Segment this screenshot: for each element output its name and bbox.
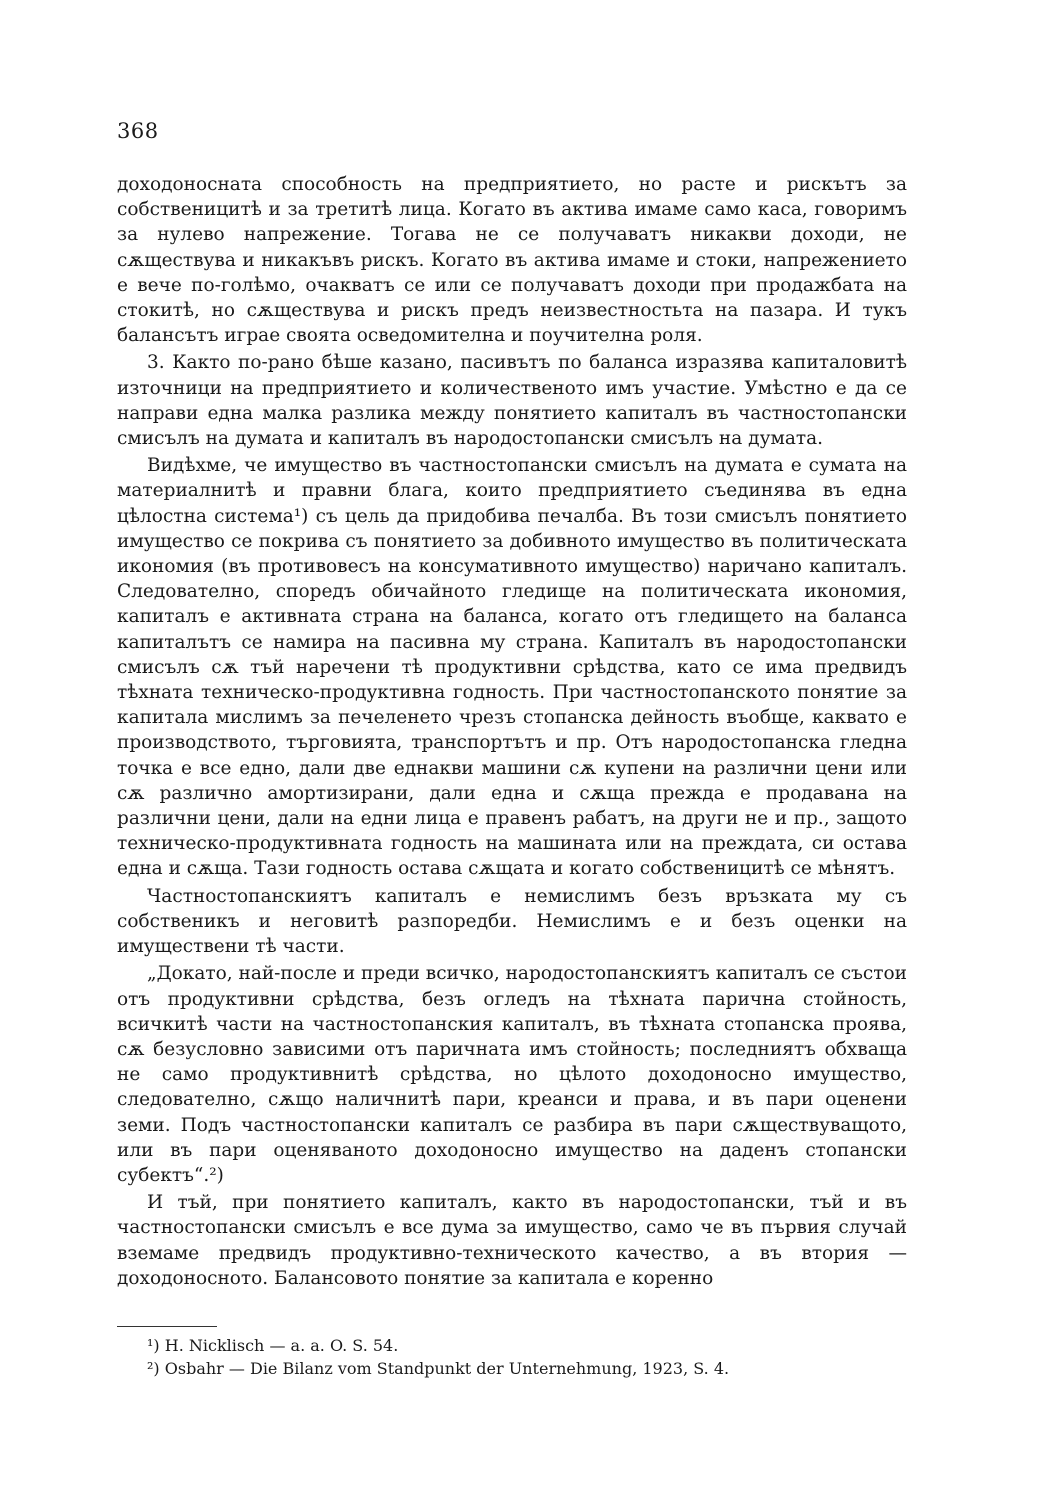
quote-paragraph: „Докато, най-после и преди всичко, народостопанскиятъ капиталъ се състои отъ продуктивни срѣдства, безъ огледъ на тѣхната парична стойность, всичкитѣ части на частностопанския капиталъ, въ тѣхната стопанска проява, сѫ безусловно зависими отъ паричната имъ стойность; последниятъ обхваща не само продуктивнитѣ срѣдства, но цѣлото доходоносно имущество, следователно, сѫщо наличнитѣ пари, креанси и права, и въ пари оценени земи. Подъ частностопански капиталъ се разбира въ пари сѫществуващото, или въ пари оценяваното доходоносно имущество на даденъ стопански субектъ“.²) [117,963,907,1186]
footnote-divider [117,1326,217,1327]
footnote-2-mark: ²) [147,1359,160,1378]
main-text [117,172,907,1291]
footnote-2 [147,1357,887,1380]
footnote-1 [147,1334,887,1357]
page-number: 368 [117,119,159,143]
footnote-1-mark: ¹) [147,1336,160,1355]
paragraph-1: доходоносната способность на предприятието, но расте и рискътъ за собственицитѣ и за третитѣ лица. Когато въ актива имаме само каса, говоримъ за нулево напрежение. Тогава не се получаватъ никакви доходи, не сѫществува и никакъвъ рискъ. Когато въ актива имаме и стоки, напрежението е вече по-голѣмо, очакватъ се или се получаватъ доходи при продажбата на стокитѣ, но сѫществува и рискъ предъ неизвестностьта на пазара. И тукъ балансътъ играе своята осведомителна и поучителна роля. [117,174,907,347]
paragraph-4: Частностопанскиятъ капиталъ е немислимъ безъ връзката му съ собственикъ и неговитѣ разпоредби. Немислимъ е и безъ оценки на имуществени тѣ части. [117,885,907,958]
footnotes [147,1334,887,1380]
footnote-2-text: Osbahr — Die Bilanz vom Standpunkt der Unternehmung, 1923, S. 4. [164,1359,730,1378]
paragraph-2: 3. Както по-рано бѣше казано, пасивътъ по баланса изразява капиталовитѣ източници на предприятието и количественото имъ участие. Умѣстно е да се направи една малка разлика между понятието капиталъ въ частностопански смисълъ на думата и капиталъ въ народостопански смисълъ на думата. [117,352,907,450]
paragraph-3: Видѣхме, че имущество въ частностопански смисълъ на думата е сумата на материалнитѣ и правни блага, които предприятието съединява въ една цѣлостна система¹) съ цель да придобива печалба. Въ този смисълъ понятието имущество се покрива съ понятието за добивното имущество въ политическата икономия (въ противовесъ на консумативното имущество) наричано капиталъ. Следователно, споредъ обичайното гледище на политическата икономия, капиталъ е активната страна на баланса, когато отъ гледището на баланса капиталътъ се намира на пасивна му страна. Капиталъ въ народостопански смисълъ сѫ тъй наречени тѣ продуктивни срѣдства, като се има предвидъ тѣхната техническо-продуктивна годность. При частностопанското понятие за капитала мислимъ за печеленето чрезъ стопанска дейность въобще, каквато е производството, търговията, транспортътъ и пр. Отъ народостопанска гледна точка е все едно, дали две еднакви машини сѫ купени на различни цени или сѫ различно амортизирани, дали една и сѫща прежда е продавана на различни цени, дали на едни лица е правенъ рабатъ, на други не и пр., защото техническо-продуктивната годность на машината или на преждата, си остава една и сѫща. Тази годность остава сѫщата и когато собственицитѣ се мѣнятъ. [117,455,907,880]
footnote-1-text: H. Nicklisch — a. a. O. S. 54. [164,1336,399,1355]
paragraph-6: И тъй, при понятието капиталъ, както въ народостопански, тъй и въ частностопански смисълъ е все дума за имущество, само че въ първия случай вземаме предвидъ продуктивно-техническото качество, а въ втория — доходоносното. Балансовото понятие за капитала е коренно [117,1192,907,1289]
